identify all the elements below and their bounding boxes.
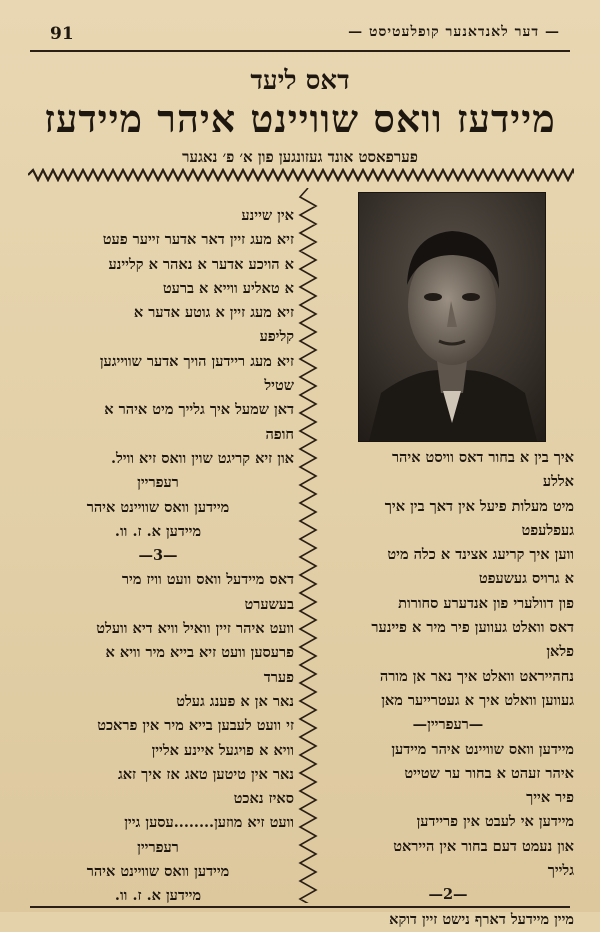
verse-line: מיידען וואס שוויינט איהר — [86, 863, 230, 881]
portrait-photo — [358, 192, 546, 442]
verse-line: מיין מיידעל דארף נישט זיין דוקא — [389, 910, 574, 928]
verse-line: איהר זעהט א בחור ער שטייט — [404, 764, 574, 782]
verse-line: וועט איהר זיין וואיל וויא דיא וועלט — [96, 620, 294, 638]
verse-line: מיט מעלות פיעל אין דאך בין איך — [384, 497, 574, 515]
verse-line: נאר אן א פענג געלט — [176, 692, 294, 710]
verse-line: אין שיינע — [241, 207, 294, 224]
verse-line: מיידען א. ז. וו. — [114, 887, 202, 905]
verse-line: געווען וואלט איך א געטרייער מאן — [381, 691, 574, 709]
verse-line: דאן שמעל איך גלייך מיט איהר א — [104, 401, 294, 419]
song-title: מיידעז וואס שוויינט איהר מיידעז — [44, 96, 556, 141]
verse-line: נחהייראט וואלט איך נאר אן מורה — [379, 667, 574, 685]
header-rule — [30, 50, 570, 52]
running-title: — דער לאנדאנער קופלעטיסט — — [348, 24, 560, 40]
verse-line: און זיא קריגט שוין וואס זיא וויל. — [110, 449, 294, 467]
verse-line: —2— — [428, 886, 468, 904]
verse-line: מיידען וואס שוויינט איהר — [86, 498, 230, 516]
verse-line: געפלעפט — [521, 521, 574, 539]
right-verse-column — [322, 446, 574, 932]
verse-line: מיידען א. ז. וו. — [114, 522, 202, 540]
verse-line: איך בין א בחור דאס וויסט איהר — [391, 449, 574, 466]
verse-line: רעפריין — [137, 474, 179, 492]
verse-line: א הויכע אדער א נאהר א קליינע — [108, 255, 294, 273]
verse-line: דאס מיידעל וואס וועט וויז מיר — [121, 571, 294, 589]
title-divider-ornament — [28, 168, 574, 182]
verse-line: מיידען וואס שוויינט איהר מיידען — [391, 740, 574, 758]
verse-line: א גרויס געשעפט — [478, 570, 574, 588]
verse-line: ווען איך קריעג אצינד א כלה מיט — [387, 546, 574, 564]
verse-line: קליפע — [259, 328, 294, 346]
verse-line: —3— — [138, 547, 178, 565]
verse-line: זיא מעג ריידען הויך אדער שווייגען — [99, 352, 294, 370]
verse-line: א טאליע ווייא א ברעט — [162, 279, 294, 297]
verse-line: שטיל — [264, 377, 294, 395]
column-divider-ornament — [296, 188, 320, 903]
verse-line: וויא א פויגעל איינע אליין — [151, 741, 294, 759]
verse-line: פלאן — [546, 643, 574, 661]
verse-line: וועט זיא מוזען........עסען גיין — [124, 814, 294, 832]
verse-line: פערד — [263, 668, 294, 686]
verse-line: פון דוולערי פון אנדערע סחורות — [398, 594, 574, 612]
verse-line: מיידען אי לעבט אין פריידען — [416, 813, 574, 831]
verse-line: פרעסען וועט זיא בייא מיר וויא א — [105, 644, 294, 662]
running-header — [30, 22, 570, 44]
verse-line: אללע — [542, 473, 574, 491]
left-verse-column — [22, 204, 294, 909]
verse-line: זיא מעג זיין א גוטע אדער א — [133, 304, 294, 322]
verse-line: גלייך — [547, 862, 574, 880]
verse-line: סאיז נאכט — [233, 790, 294, 808]
song-byline: פערפאסט אונד געזונגען פון א׳ פ׳ נאגער — [182, 148, 418, 166]
verse-line: פיר אייך — [526, 789, 574, 807]
verse-line: זי וועט לעבען בייא מיר אין פראכט — [97, 717, 294, 735]
song-label: דאס ליעד — [250, 66, 350, 96]
verse-line: רעפריין — [137, 838, 179, 856]
verse-line: דאס וואלט געווען פיר מיר א פיינער — [371, 619, 574, 637]
verse-line: זיא מעג זיין דאר אדער זייער פעט — [102, 231, 294, 249]
page-number: 91 — [50, 24, 74, 44]
footer-rule — [30, 906, 570, 908]
verse-line: בעשערט — [244, 595, 294, 613]
verse-line: און נעמט דעם בחור אין הייראט — [393, 837, 574, 855]
verse-line: נאר אין טיטען טאג אז איך זאג — [117, 765, 294, 783]
verse-line: —רעפריין— — [412, 716, 484, 734]
verse-line: חופה — [265, 425, 294, 443]
